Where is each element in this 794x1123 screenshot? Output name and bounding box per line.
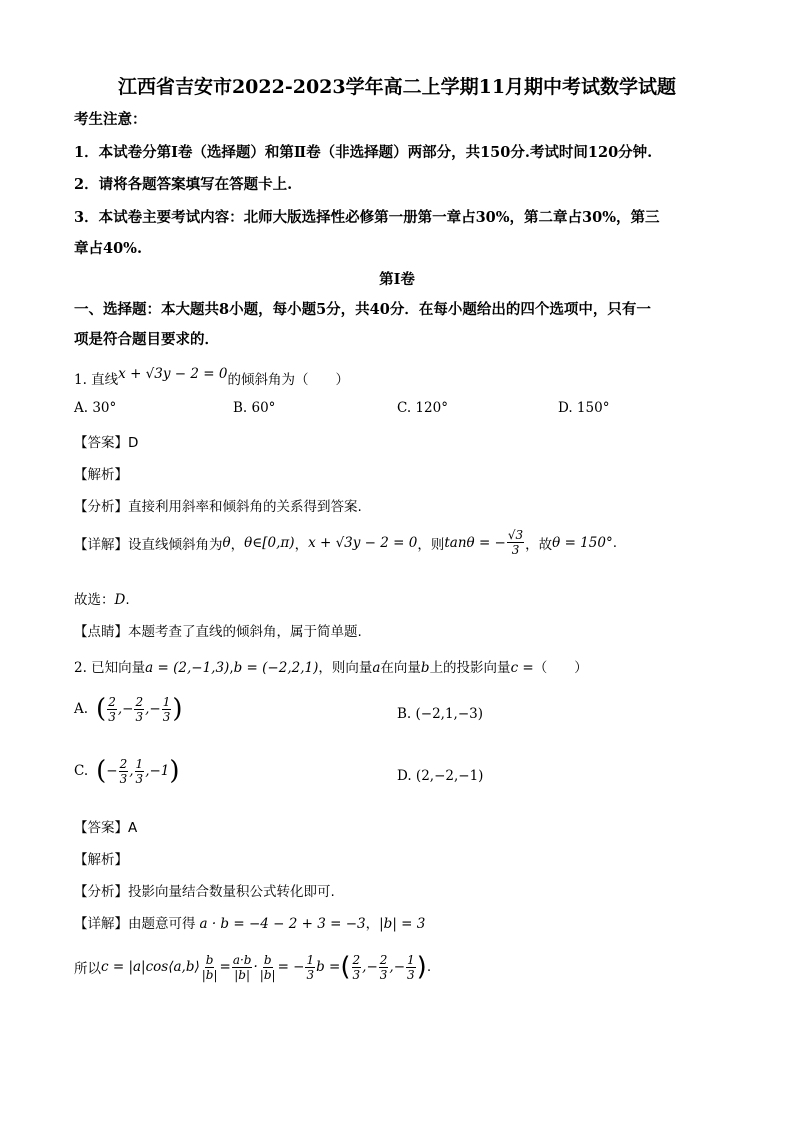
question-1-option-b: B. 60° — [233, 400, 276, 416]
ab-over-b-fraction: $\frac{a\cdot b}{|b|}$ — [232, 952, 252, 982]
question-2-mid: ，则向量 — [318, 660, 373, 676]
vector-b-def: b = (−2,2,1) — [233, 660, 319, 676]
vector-c: c — [510, 660, 519, 676]
choose-value: D — [114, 592, 126, 608]
so-label: 所以 — [74, 961, 101, 977]
option-a-frac-1: $\frac{2}{3}$ — [108, 694, 116, 724]
notice-heading: 考生注意： — [74, 111, 147, 128]
question-2-option-d: D. (2,−2,−1) — [397, 768, 484, 784]
option-c-frac-2: $\frac{1}{3}$ — [135, 756, 144, 786]
fenxi-label: 【分析】 — [74, 499, 128, 515]
projection-formula-head: c = |a|cos⟨a,b⟩ — [101, 959, 200, 975]
page-title: 江西省吉安市2022-2023学年高二上学期11月期中考试数学试题 — [117, 76, 677, 98]
result-frac-2: $\frac{2}{3}$ — [379, 952, 388, 982]
option-a-frac-3: $\frac{1}{3}$ — [162, 694, 171, 724]
answer-label: 【答案】 — [74, 435, 128, 451]
answer-value: A — [128, 820, 138, 836]
detail-text-a: 设直线倾斜角为 — [128, 536, 223, 553]
detail-text-a: 由题意可得 — [128, 916, 196, 932]
question-1-detail: 【详解】 设直线倾斜角为 θ ， θ∈[0,π) ， x + √3y − 2 = 0 ，则 tanθ = − $\frac{√3}{3}$ ，故 θ = 150° . — [74, 528, 617, 557]
choose-label: 故选： — [74, 592, 115, 608]
option-c-frac-1: $\frac{2}{3}$ — [119, 756, 128, 786]
detail-text-f: ，故 — [525, 536, 553, 553]
norm-b: |b| = 3 — [379, 916, 426, 932]
question-2-prefix: 2. 已知向量 — [74, 660, 146, 676]
question-1-choose: 故选：D. — [74, 592, 130, 608]
question-1-answer — [74, 431, 138, 451]
one-third-fraction: $\frac{1}{3}$ — [306, 952, 315, 982]
question-1-stem — [74, 368, 349, 388]
fraction-sqrt3-over-3 — [507, 528, 524, 557]
fenxi-text: 直接利用斜率和倾斜角的关系得到答案. — [128, 499, 362, 515]
section-heading-line1: 一、选择题：本大题共8小题，每小题5分，共40分．在每小题给出的四个选项中，只有一 — [74, 301, 651, 318]
detail-result: θ = 150° — [552, 534, 613, 551]
notice-item-1: 1．本试卷分第Ⅰ卷（选择题）和第Ⅱ卷（非选择题）两部分，共150分.考试时间120分钟. — [74, 144, 653, 161]
question-2-fenxi — [74, 880, 335, 900]
question-2-on: 在向量 — [380, 660, 421, 676]
detail-text-d: ，则 — [417, 536, 445, 553]
answer-label: 【答案】 — [74, 820, 128, 836]
dot-product: a · b = −4 − 2 + 3 = −3 — [199, 916, 366, 932]
vector-a-def: a = (2,−1,3) — [145, 660, 230, 676]
option-a-label: A. — [74, 701, 89, 717]
question-2-option-b: B. (−2,1,−3) — [397, 706, 484, 722]
question-2-tail: =（ ） — [518, 660, 588, 676]
volume-title: 第Ⅰ卷 — [379, 271, 415, 288]
question-1-option-a: A. 30° — [74, 400, 117, 416]
question-2-option-c: C. ( − $\frac{2}{3}$ , $\frac{1}{3}$ , −1 ) — [74, 756, 180, 786]
question-1-suffix: 的倾斜角为（ ） — [227, 372, 349, 388]
question-1-equation: x + √3y − 2 = 0 — [118, 366, 228, 382]
question-2-answer — [74, 816, 137, 836]
detail-label: 【详解】 — [74, 536, 128, 553]
question-2-detail: 【详解】由题意可得 a · b = −4 − 2 + 3 = −3，|b| = 3 — [74, 916, 426, 932]
fraction-numerator: √3 — [507, 528, 524, 542]
question-2-suffix: 上的投影向量 — [429, 660, 511, 676]
result-frac-1: $\frac{2}{3}$ — [352, 952, 361, 982]
vector-a: a — [372, 660, 381, 676]
fenxi-label: 【分析】 — [74, 884, 128, 900]
question-1-option-c: C. 120° — [397, 400, 448, 416]
question-2-option-a: A. ( $\frac{2}{3}$ ,− $\frac{2}{3}$ ,− $\frac{1}{3}$ ) — [74, 694, 183, 724]
question-1-point — [74, 620, 362, 640]
point-text: 本题考查了直线的倾斜角，属于简单题. — [128, 624, 362, 640]
equals-minus: = − — [277, 959, 305, 975]
detail-tan: tanθ = − — [444, 534, 506, 551]
section-heading-line2: 项是符合题目要求的． — [74, 331, 219, 348]
question-2-formula: 所以 c = |a|cos⟨a,b⟩ $\frac{b}{|b|}$ = $\frac{a\cdot b}{|b|}$ · $\frac{b}{|b|}$ = − $\frac{1}{3}$ b = ( $\frac{2}{3}$ ,− $\frac{2}{3}$ ,− $\frac{1}{3}$ ) . — [74, 952, 432, 982]
question-1-prefix: 1. 直线 — [74, 372, 119, 388]
fenxi-text: 投影向量结合数量积公式转化即可. — [128, 884, 335, 900]
b-over-normb-fraction: $\frac{b}{|b|}$ — [259, 952, 276, 982]
question-1-analysis-label: 【解析】 — [74, 467, 128, 483]
option-a-frac-2: $\frac{2}{3}$ — [135, 694, 144, 724]
detail-range: θ∈[0,π) — [244, 534, 295, 551]
vector-b: b — [420, 660, 430, 676]
question-1-option-d: D. 150° — [558, 400, 610, 416]
question-2-analysis-label: 【解析】 — [74, 852, 128, 868]
detail-equation: x + √3y − 2 = 0 — [308, 534, 418, 551]
question-2-stem: 2. 已知向量a = (2,−1,3),b = (−2,2,1)，则向量a在向量b上的投影向量c =（ ） — [74, 660, 588, 676]
notice-item-2: 2．请将各题答案填写在答题卡上. — [74, 176, 293, 193]
detail-label: 【详解】 — [74, 916, 128, 932]
notice-item-3: 3．本试卷主要考试内容：北师大版选择性必修第一册第一章占30%，第二章占30%，第三 — [74, 209, 660, 226]
point-label: 【点睛】 — [74, 624, 128, 640]
detail-theta: θ — [222, 534, 231, 551]
fraction-denominator: 3 — [511, 543, 520, 557]
notice-item-3-cont: 章占40%. — [74, 240, 143, 257]
answer-value: D — [128, 435, 139, 451]
result-frac-3: $\frac{1}{3}$ — [407, 952, 415, 982]
unit-b-fraction: $\frac{b}{|b|}$ — [201, 952, 218, 982]
question-1-fenxi — [74, 495, 362, 515]
